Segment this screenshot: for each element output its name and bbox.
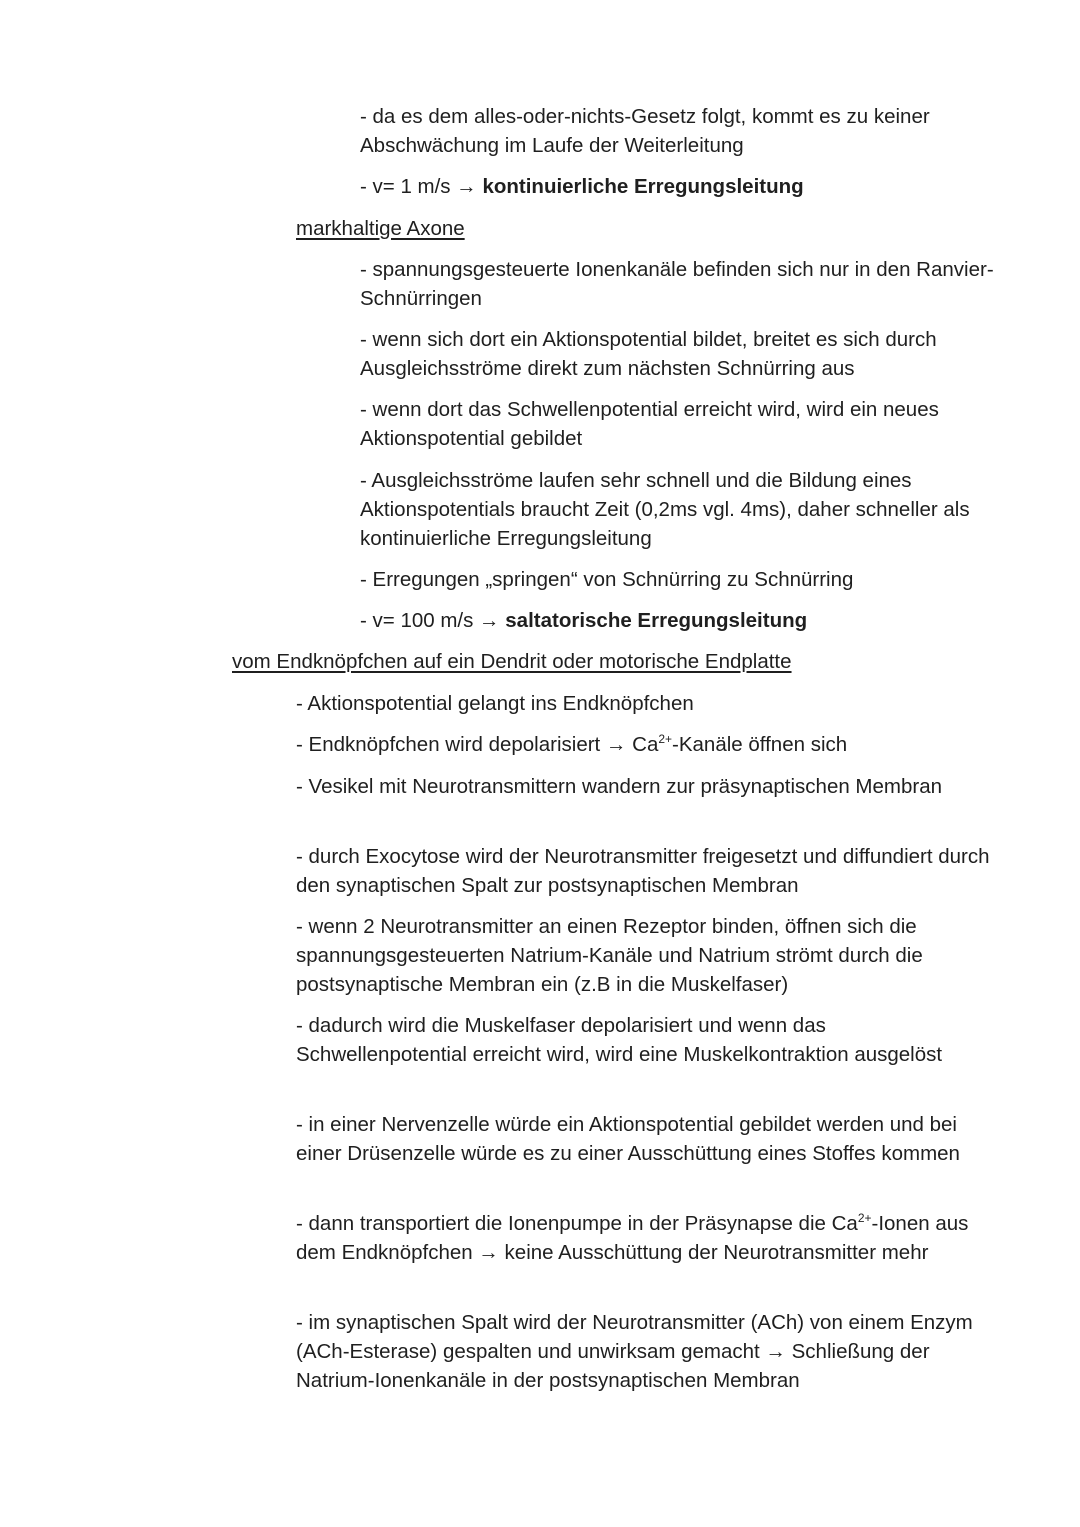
paragraph-jumping: - Erregungen „springen“ von Schnürring zu Schnürring (360, 568, 854, 591)
paragraph-depolarized: - Endknöpfchen wird depolarisiert → $Ca^{2+}$-Kanäle öffnen sich (296, 732, 848, 756)
paragraph-receptor-binding: - wenn 2 Neurotransmitter an einen Rezeptor binden, öffnen sich die spannungsgesteuerten Natrium-Kanäle und Natrium strömt durch die postsynaptische Membran ein (z.B in die Muskelfaser) (296, 915, 923, 996)
paragraph-threshold: - wenn dort das Schwellenpotential erreicht wird, wird ein neues Aktionspotential gebildet (360, 398, 939, 450)
heading-myelinated-axons: markhaltige Axone (296, 217, 465, 240)
paragraph-time-comparison: - Ausgleichsströme laufen sehr schnell und die Bildung eines Aktionspotentials braucht Zeit (0,2ms vgl. 4ms), daher schneller als kontinuierliche Erregungsleitung (360, 469, 970, 550)
heading-synapse: vom Endknöpfchen auf ein Dendrit oder motorische Endplatte (232, 650, 792, 673)
paragraph-nerve-gland-cell: - in einer Nervenzelle würde ein Aktionspotential gebildet werden und bei einer Drüsenzelle würde es zu einer Ausschüttung eines Stoffes kommen (296, 1113, 960, 1165)
paragraph-ion-pump: - dann transportiert die Ionenpumpe in der Präsynapse die $Ca^{2+}$-Ionen aus dem Endknöpfchen → keine Ausschüttung der Neurotransmitter mehr (296, 1211, 969, 1264)
paragraph-ap-arrives: - Aktionspotential gelangt ins Endknöpfchen (296, 692, 694, 715)
paragraph-no-attenuation: - da es dem alles-oder-nichts-Gesetz folgt, kommt es zu keiner Abschwächung im Laufe der Weiterleitung (360, 105, 930, 157)
term-continuous-conduction: kontinuierliche Erregungsleitung (482, 175, 804, 198)
paragraph-exocytosis: - durch Exocytose wird der Neurotransmitter freigesetzt und diffundiert durch den synaptischen Spalt zur postsynaptischen Membran (296, 845, 990, 897)
speed-text: - v= 1 m/s → (360, 175, 483, 198)
paragraph-compensating-currents: - wenn sich dort ein Aktionspotential bildet, breitet es sich durch Ausgleichsströme direkt zum nächsten Schnürring aus (360, 328, 937, 380)
speed-text: - v= 100 m/s → (360, 609, 506, 632)
paragraph-esterase: - im synaptischen Spalt wird der Neurotransmitter (ACh) von einem Enzym (ACh-Esterase) gespalten und unwirksam gemacht → Schließung der Natrium-Ionenkanäle in der postsynaptischen Membran (296, 1311, 973, 1392)
paragraph-speed-saltatory (360, 606, 1000, 635)
paragraph-vesicles: - Vesikel mit Neurotransmittern wandern zur präsynaptischen Membran (296, 775, 943, 798)
paragraph-ion-channels: - spannungsgesteuerte Ionenkanäle befinden sich nur in den Ranvier-Schnürringen (360, 258, 994, 310)
paragraph-muscle-contraction: - dadurch wird die Muskelfaser depolarisiert und wenn das Schwellenpotential erreicht wird, wird eine Muskelkontraktion ausgelöst (296, 1014, 943, 1066)
paragraph-speed-continuous (360, 172, 1000, 201)
term-saltatory-conduction: saltatorische Erregungsleitung (505, 609, 808, 632)
